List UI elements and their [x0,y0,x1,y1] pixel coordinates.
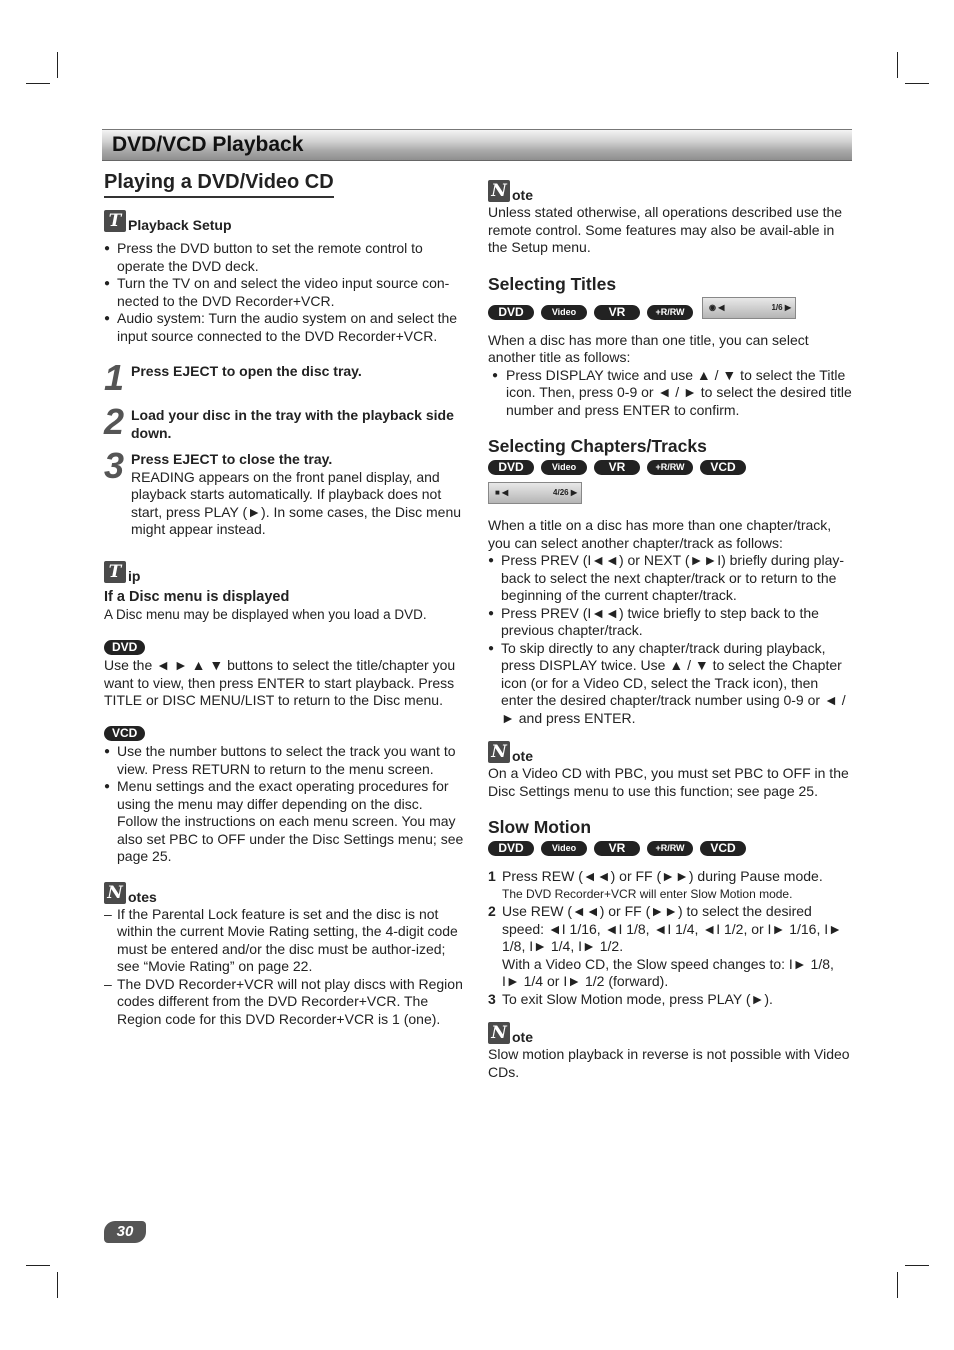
section-title: Playing a DVD/Video CD [104,170,334,198]
dvd-text: Use the ◄ ► ▲ ▼ buttons to select the title/chapter you want to view, then press ENTER to start playback. Press TITLE or DISC MENU/LIST to return to the Disc menu. [104,657,456,708]
selecting-titles-heading: Selecting Titles [488,273,617,294]
left-column [104,170,466,1028]
step-number: 1 [488,868,496,884]
chapters-intro: When a title on a disc has more than one chapter/track, you can select another chapter/track as follows: [488,517,832,551]
crop-mark [897,52,898,78]
note-text: Unless stated otherwise, all operations described use the remote control. Some features may also be avail-able in the Setup menu. [488,204,843,255]
playback-setup-heading [104,210,466,232]
step-number: 3 [104,445,123,486]
playback-setup-label: Playback Setup [128,217,232,233]
step-number: 3 [488,990,496,1007]
notes-heading [104,882,466,904]
titles-intro: When a disc has more than one title, you can select another title as follows: [488,331,809,365]
step-2 [104,401,466,442]
rrw-badge: +R/RW [647,841,693,856]
page-number: 30 [104,1221,146,1243]
selecting-chapters-heading: Selecting Chapters/Tracks [488,436,707,456]
notes-list [104,906,466,1029]
step-3 [104,445,466,539]
list-item: – The DVD Recorder+VCR will not play discs with Region codes different from the DVD Recorder+VCR. The Region code for this DVD Recorder+VCR is 1 (one). [104,976,466,1029]
vr-badge: VR [594,460,640,475]
setup-bullets [104,240,466,345]
list-item: ● To skip directly to any chapter/track during playback, press DISPLAY twice. Use ▲ / ▼ to select the Chapter icon (or for a Video CD, select the Track icon), then enter the desired chapter/track number using 0-9 or ◄ / ► and press ENTER. [488,640,854,728]
crop-mark [57,1272,58,1298]
list-item: ● Menu settings and the exact operating procedures for using the menu may differ depending on the disc. Follow the instructions on each menu screen. You may also set PBC to OFF under the Disc Settings menu; see page 25. [104,778,466,866]
dvd-badge: DVD [488,305,534,320]
crop-mark [905,83,929,84]
list-item: ● Audio system: Turn the audio system on and select the input source connected to the DVD Recorder+VCR. [104,310,466,345]
list-item: – If the Parental Lock feature is set and the disc is not within the current Movie Rating setting, the 4-digit code must be entered and/or the disc must be author-ized; see “Movie Rating” on page 22. [104,906,466,976]
step-text: Press EJECT to open the disc tray. [131,363,362,379]
dvd-badge: DVD [104,640,145,655]
chapter-osd [488,482,582,504]
note-text: Slow motion playback in reverse is not possible with Video CDs. [488,1046,850,1080]
tip-text: A Disc menu may be displayed when you load a DVD. [104,607,427,622]
note-icon: N [488,741,510,763]
step-text: Use REW (◄◄) or FF (►►) to select the desired speed: ◄I 1/16, ◄I 1/8, ◄I 1/4, ◄I 1/2, or I► 1/16, I► 1/8, I► 1/4, I► 1/2. [502,903,842,954]
chapter-osd-wrap [488,482,854,504]
step-subtext: With a Video CD, the Slow speed changes to: I► 1/8, I► 1/4 or I► 1/2 (forward). [502,955,834,989]
vcd-badge: VCD [700,841,746,856]
step-number: 2 [488,903,496,919]
note-heading [488,1022,854,1044]
tip-label: ip [128,567,141,584]
step-subtext: The DVD Recorder+VCR will enter Slow Motion mode. [502,886,793,901]
list-item: ● Press DISPLAY twice and use ▲ / ▼ to select the Title icon. Then, press 0-9 or ◄ / ► to select the desired title number and press ENTER to confirm. [492,367,854,420]
slow-steps [488,868,854,1008]
vcd-bullets [104,743,466,866]
list-item: ● Turn the TV on and select the video input source con-nected to the DVD Recorder+VCR. [104,275,466,310]
dvd-badge: DVD [488,460,534,475]
chapters-bullets [488,552,854,727]
chapter-badges [488,460,854,475]
crop-mark [57,52,58,78]
note-label: ote [512,187,533,203]
step-text: Load your disc in the tray with the playback side down. [131,407,454,441]
note-text: On a Video CD with PBC, you must set PBC to OFF in the Disc Settings menu to use this function; see page 25. [488,765,849,799]
vr-badge: VR [594,841,640,856]
slow-badges [488,841,854,856]
note-heading [488,180,854,202]
rrw-badge: +R/RW [647,460,693,475]
step-text: Press REW (◄◄) or FF (►►) during Pause mode. [502,868,823,884]
slow-motion-heading: Slow Motion [488,817,592,837]
osd-value: 1/6 [771,303,783,313]
video-badge: Video [541,460,587,475]
crop-mark [897,1272,898,1298]
note-label: ote [512,748,533,764]
note-heading [488,741,854,763]
list-item [488,903,854,991]
header-bar [102,129,852,161]
right-arrow-icon: ▶ [570,488,577,498]
vcd-section [104,724,466,866]
notes-label: otes [128,888,157,905]
step-number: 1 [104,357,123,398]
step-text: To exit Slow Motion mode, press PLAY (►). [502,990,773,1007]
crop-mark [26,1265,50,1266]
dvd-section [104,638,466,710]
title-osd [702,297,796,319]
list-item: ● Press PREV (I◄◄) or NEXT (►►I) briefly during play-back to select the next chapter/track or to return to the beginning of the current chapter/track. [488,552,854,605]
vcd-badge: VCD [104,726,145,741]
vcd-badge: VCD [700,460,746,475]
tip-heading [104,561,466,583]
step-text: Press EJECT to close the tray. [131,451,333,467]
tip-icon: T [104,561,126,583]
right-arrow-icon: ▶ [784,303,791,313]
crop-mark [26,83,50,84]
step-description: READING appears on the front panel display, and playback starts automatically. If playback does not start, press PLAY (►). In some cases, the Disc menu might appear instead. [131,468,462,537]
titles-bullets [488,367,854,420]
vr-badge: VR [594,305,640,320]
rrw-badge: +R/RW [647,305,693,320]
page-header-title: DVD/VCD Playback [112,133,304,156]
list-item: ● Use the number buttons to select the track you want to view. Press RETURN to return to the menu screen. [104,743,466,778]
step-number: 2 [104,401,123,442]
note-icon: N [488,1022,510,1044]
title-badges [488,305,854,320]
right-column [488,180,854,1081]
video-badge: Video [541,841,587,856]
dvd-badge: DVD [488,841,534,856]
note-label: ote [512,1029,533,1045]
chapter-icon: ■ ◀ [495,488,509,498]
list-item [488,991,854,1009]
video-badge: Video [541,305,587,320]
crop-mark [905,1265,929,1266]
tip-subheading: If a Disc menu is displayed [104,588,290,605]
list-item [488,868,854,903]
list-item: ● Press the DVD button to set the remote control to operate the DVD deck. [104,240,466,275]
tip-icon: T [104,210,126,232]
note-icon: N [104,882,126,904]
step-1 [104,357,466,398]
note-icon: N [488,180,510,202]
osd-value: 4/26 [553,488,569,498]
disc-icon: ◉ ◀ [709,303,725,313]
list-item: ● Press PREV (I◄◄) twice briefly to step back to the previous chapter/track. [488,605,854,640]
